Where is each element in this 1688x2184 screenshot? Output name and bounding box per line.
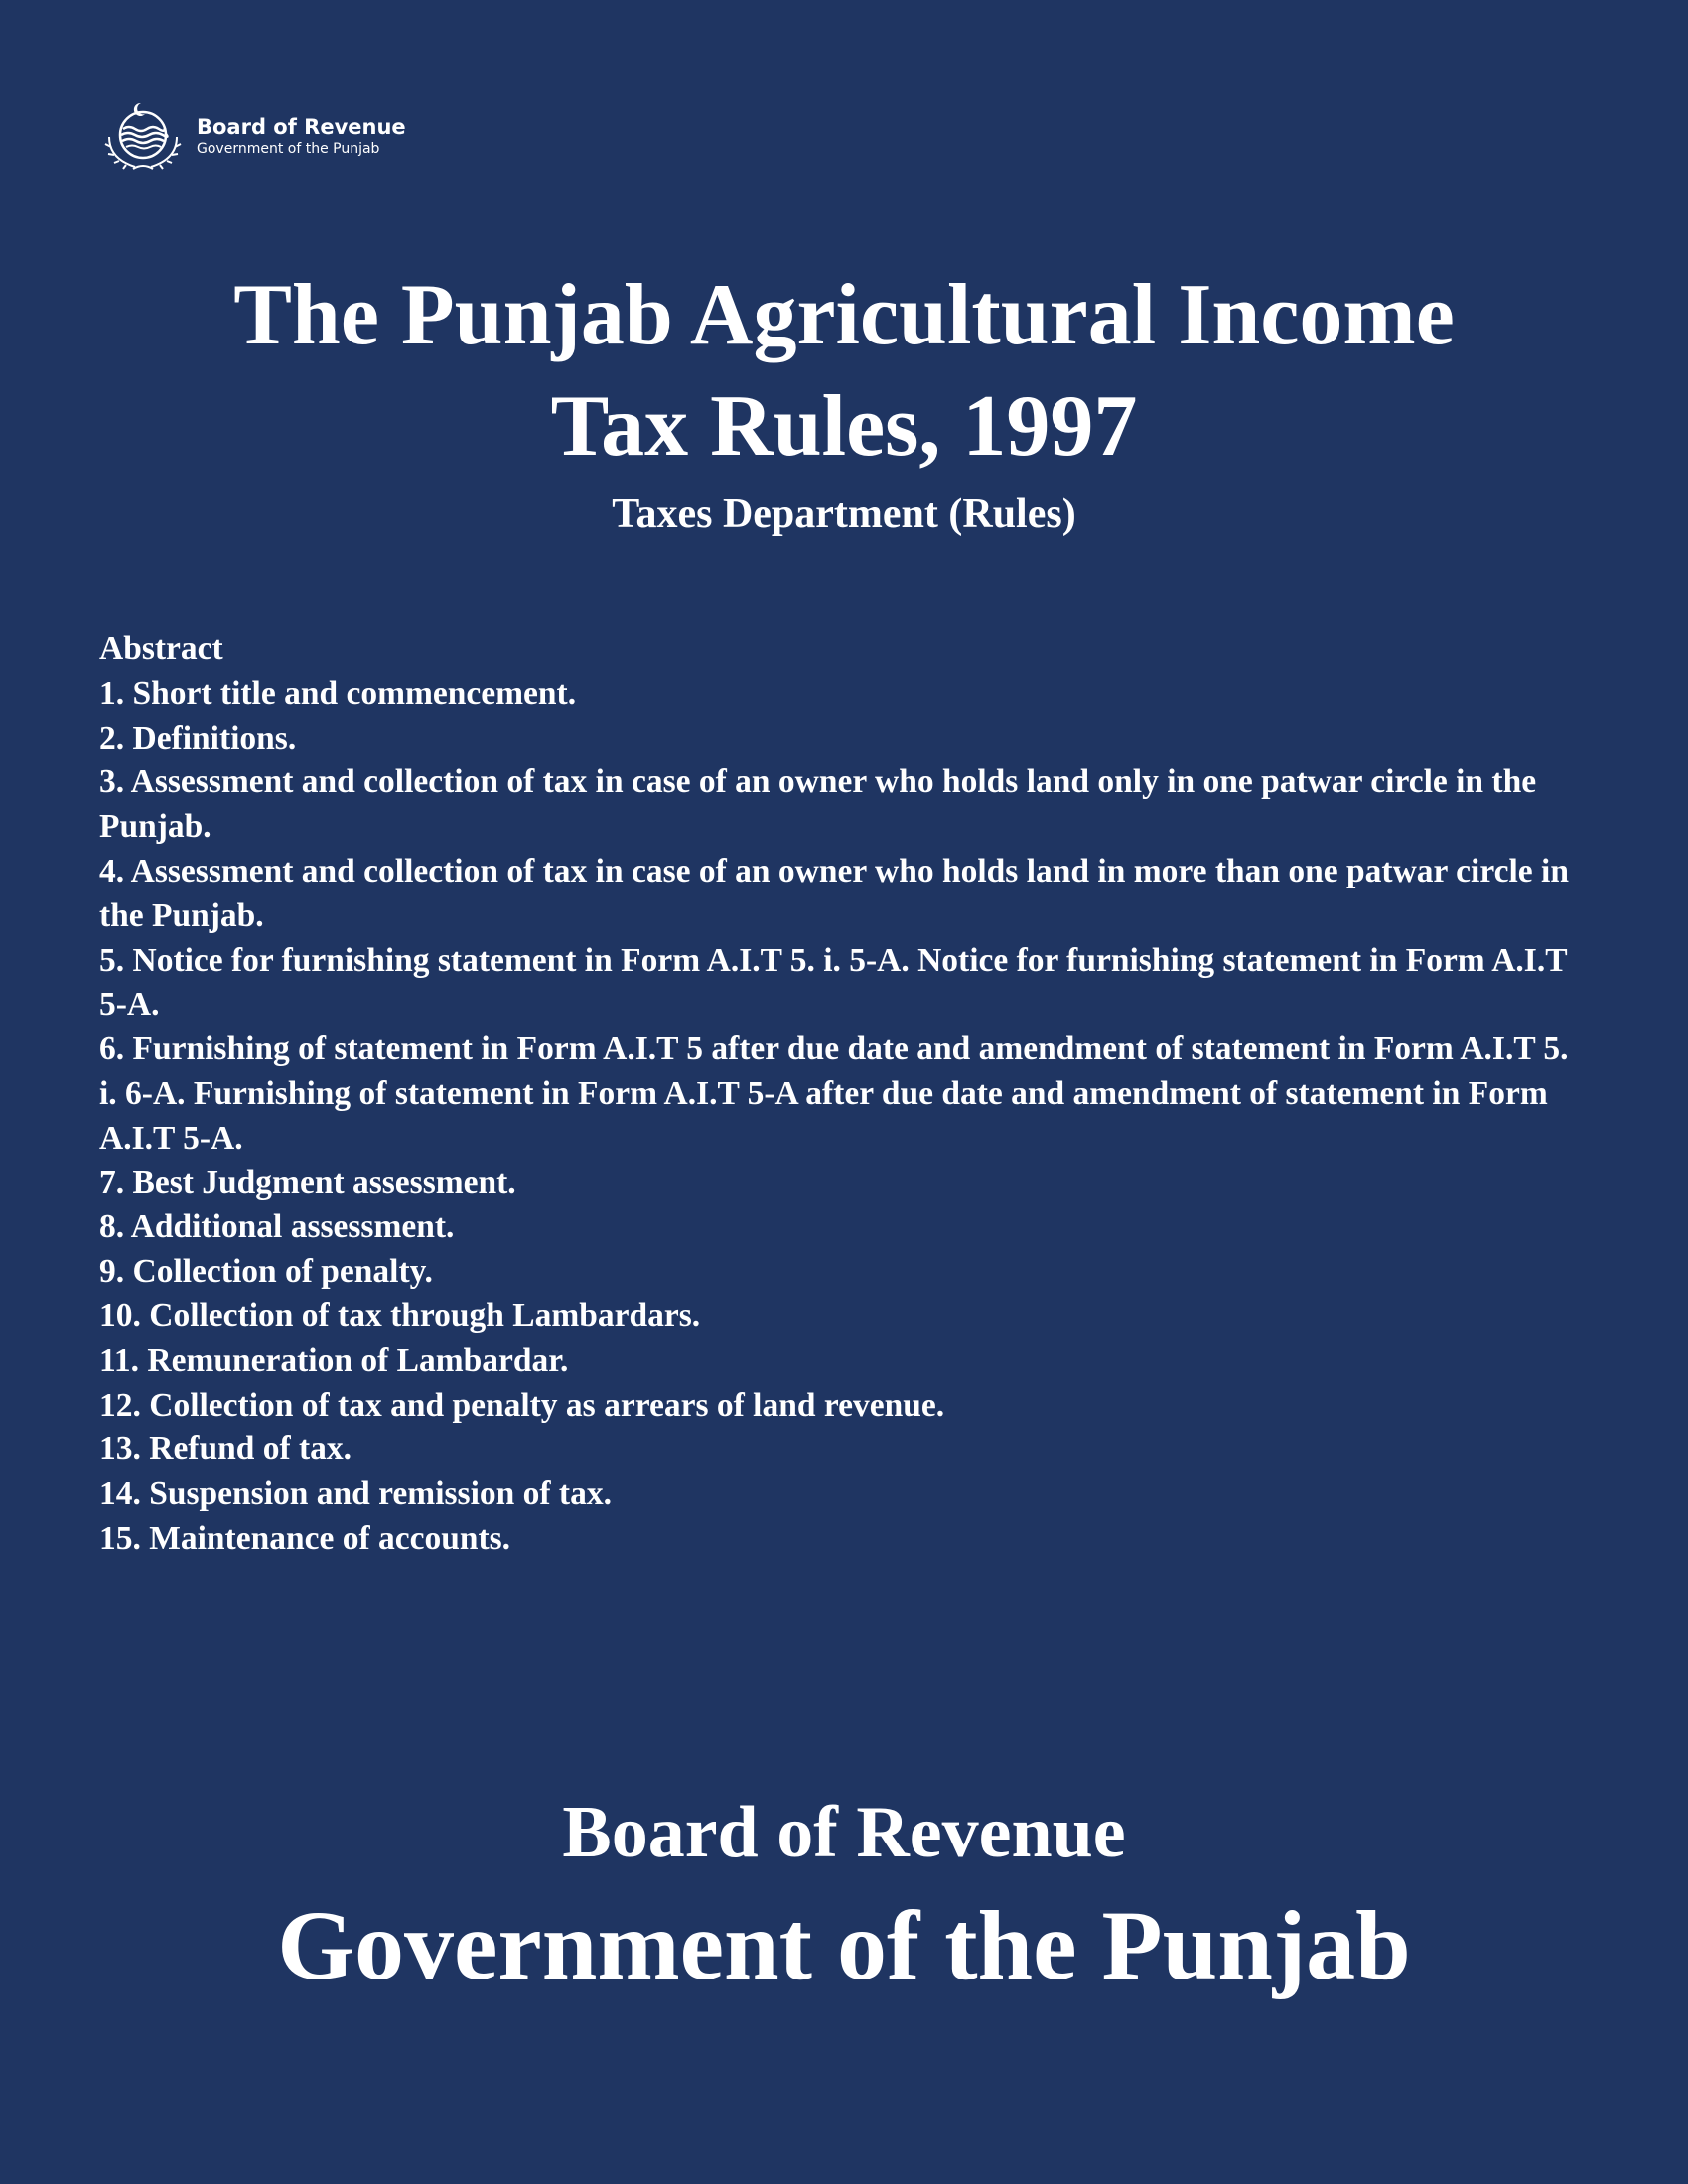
abstract-item: 10. Collection of tax through Lambardars. <box>99 1297 701 1334</box>
abstract-heading: Abstract <box>99 630 223 667</box>
abstract-item: 7. Best Judgment assessment. <box>99 1163 516 1201</box>
document-title-line-1: The Punjab Agricultural Income <box>233 267 1455 363</box>
logo <box>99 97 406 175</box>
abstract-item: 13. Refund of tax. <box>99 1431 352 1468</box>
abstract-item: 4. Assessment and collection of tax in case of an owner who holds land in more than one patwar circle in the Punjab. <box>99 852 1569 934</box>
punjab-emblem-icon <box>99 97 187 175</box>
abstract-item: 14. Suspension and remission of tax. <box>99 1475 612 1513</box>
document-title-line-2: Tax Rules, 1997 <box>550 378 1138 475</box>
abstract-item: 11. Remuneration of Lambardar. <box>99 1341 569 1379</box>
logo-text <box>197 114 406 158</box>
logo-title: Board of Revenue <box>197 115 406 139</box>
footer-government: Government of the Punjab <box>277 1890 1411 2000</box>
abstract-section <box>99 627 1589 1562</box>
abstract-item: 6. Furnishing of statement in Form A.I.T 5 after due date and amendment of statement in Form A.I.T 5. i. 6-A. Furnishing of statement in Form A.I.T 5-A after due date and amendment of statement in Form A.I.T 5-A. <box>99 1030 1569 1157</box>
abstract-item: 8. Additional assessment. <box>99 1208 455 1246</box>
abstract-item: 1. Short title and commencement. <box>99 674 577 712</box>
logo-subtitle: Government of the Punjab <box>197 141 380 157</box>
footer <box>0 1787 1688 2003</box>
abstract-item: 15. Maintenance of accounts. <box>99 1519 511 1557</box>
document-subtitle: Taxes Department (Rules) <box>612 491 1076 537</box>
abstract-list <box>99 672 1589 1562</box>
abstract-item: 5. Notice for furnishing statement in Form A.I.T 5. i. 5-A. Notice for furnishing statement in Form A.I.T 5-A. <box>99 941 1567 1024</box>
abstract-item: 3. Assessment and collection of tax in case of an owner who holds land only in one patwar circle in the Punjab. <box>99 763 1537 846</box>
abstract-item: 12. Collection of tax and penalty as arrears of land revenue. <box>99 1386 945 1424</box>
abstract-item: 2. Definitions. <box>99 719 297 756</box>
abstract-item: 9. Collection of penalty. <box>99 1253 433 1291</box>
title-block <box>0 260 1688 540</box>
footer-organization: Board of Revenue <box>562 1792 1126 1873</box>
